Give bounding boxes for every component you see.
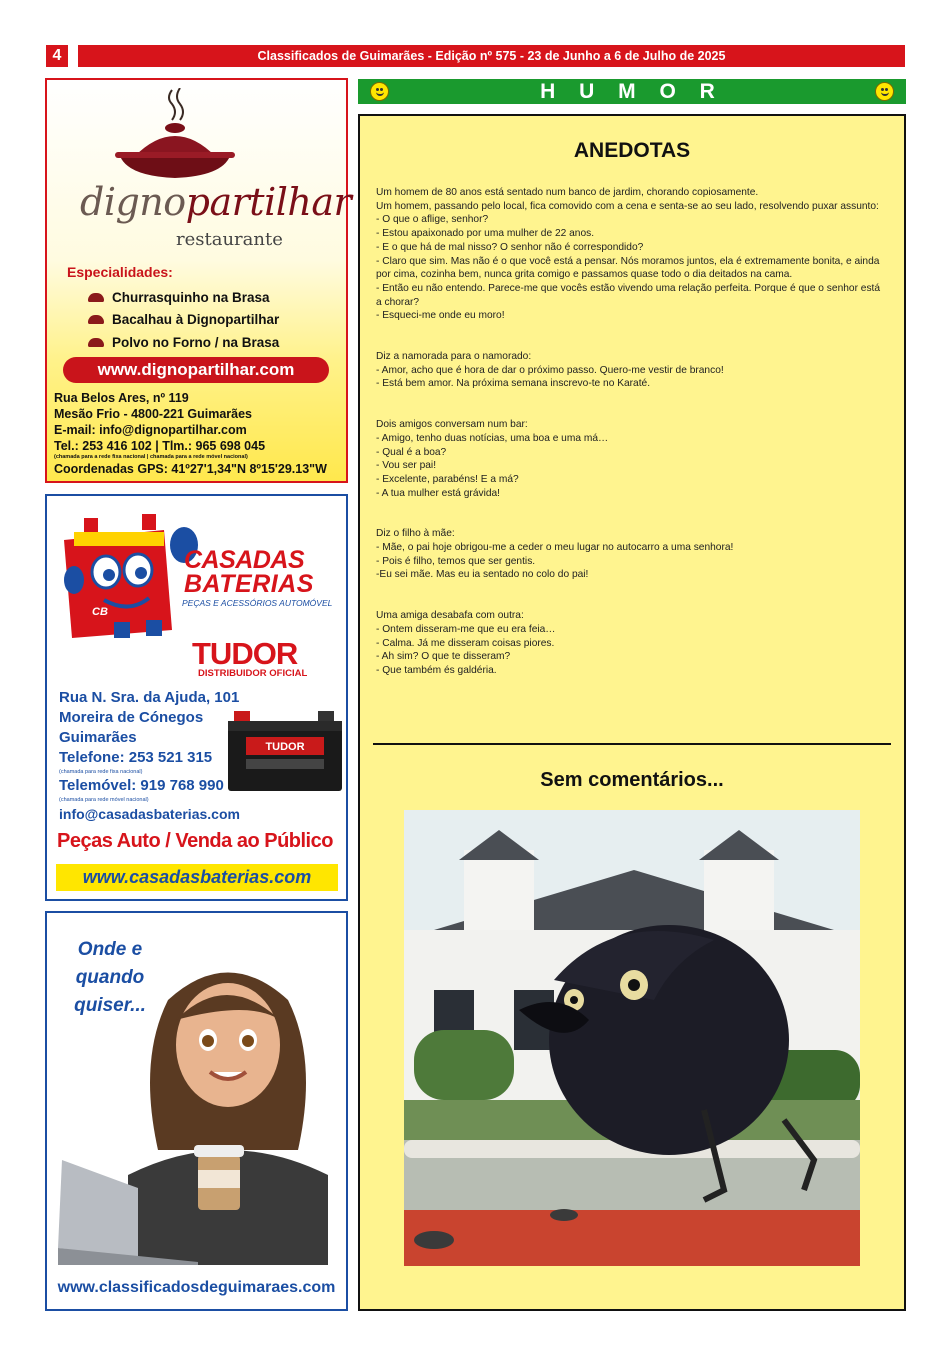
battery-image [226,707,344,792]
classificados-website-link[interactable]: www.classificadosdeguimaraes.com [57,1279,336,1296]
restaurant-contacts [54,390,327,477]
joke-line: - Pois é filho, temos que ser gentis. [376,555,536,567]
restaurant-pot-logo [80,88,270,188]
restaurant-name [80,180,351,224]
joke-line: - Esqueci-me onde eu moro! [376,310,505,322]
joke-line: Um homem, passando pelo local, fica comovido com a cena e senta-se ao seu lado, resolvendo puxar assunto: [376,200,879,212]
joke-line: - Amor, acho que é hora de dar o próximo passo. Quero-me vestir de branco! [376,364,724,376]
batteries-slogan: Peças Auto / Venda ao Público [57,830,333,852]
batteries-address-line1: Rua N. Sra. da Ajuda, 101 [59,689,240,706]
batteries-address-line3: Guimarães [59,729,137,746]
restaurant-name-part1: digno [80,180,186,224]
slogan-line1: Onde e [77,939,143,960]
slogan-line2: quando [75,967,145,988]
joke-line: Diz a namorada para o namorado: [376,351,532,363]
smiley-icon [875,82,894,101]
page-header-title: Classificados de Guimarães - Edição nº 575 - 23 de Junho a 6 de Julho de 2025 [78,45,905,67]
crow-house-photo [404,810,860,1266]
joke-line: - Estou apaixonado por uma mulher de 22 anos. [376,228,595,240]
joke-line: - Ontem disseram-me que eu era feia… [376,623,556,635]
classificados-slogan [66,936,154,1020]
batteries-logo-line1: CASADAS [184,546,305,574]
joke-line: Uma amiga desabafa com outra: [376,610,524,622]
joke [376,418,888,500]
specialty-item [88,309,279,332]
batteries-logo-tagline: PEÇAS E ACESSÓRIOS AUTOMÓVEL [182,598,333,608]
batteries-mobile: Telemóvel: 919 768 990 [59,777,224,794]
joke-line: Dois amigos conversam num bar: [376,419,528,431]
joke-line: Diz o filho à mãe: [376,528,455,540]
batteries-logo-badge: CB [92,606,108,618]
battery-label: TUDOR [265,741,305,753]
joke [376,527,888,582]
joke-line: - Então eu não entendo. Parece-me que vocês estão vivendo uma relação perfeita. Porque é que o senhor está a chorar? [376,282,881,308]
restaurant-phone: Tel.: 253 416 102 | Tlm.: 965 698 045 [54,439,266,453]
batteries-contacts [59,688,239,804]
page-number: 4 [46,45,68,67]
specialty-label: Polvo no Forno / na Brasa [112,334,280,350]
restaurant-name-part2: partilhar [185,180,352,224]
joke-line: - Mãe, o pai hoje obrigou-me a ceder o meu lugar no autocarro a uma senhora! [376,542,734,554]
joke [376,609,888,678]
joke-line: - Ah sim? O que te disseram? [376,651,511,663]
tudor-brand: TUDOR [192,636,298,671]
jokes-list [376,186,888,705]
batteries-logo-line2: BATERIAS [184,570,314,598]
restaurant-phone-note: (chamada para a rede fixa nacional | chamada para a rede móvel nacional) [54,454,248,460]
specialty-label: Bacalhau à Dignopartilhar [112,312,280,328]
joke-line: - Excelente, parabéns! E a má? [376,473,519,485]
joke-line: Um homem de 80 anos está sentado num banco de jardim, chorando copiosamente. [376,187,759,198]
joke-line: -Eu sei mãe. Mas eu ia sentado no colo do pai! [376,569,589,581]
photo-title: Sem comentários... [540,769,724,791]
joke-line: - Qual é a boa? [376,446,447,458]
humor-section-header [358,79,906,104]
humor-section-title: H U M O R [540,80,724,103]
joke-line: - Vou ser pai! [376,460,437,472]
restaurant-gps: Coordenadas GPS: 41º27'1,34"N 8º15'29.13"W [54,462,327,476]
joke-line: - Que também és galdéria. [376,664,497,676]
specialties-list [88,286,279,354]
joke [376,350,888,391]
joke-line: - Está bem amor. Na próxima semana inscrevo-te no Karaté. [376,378,651,390]
batteries-phone-note: (chamada para rede fixa nacional) [59,769,143,775]
specialty-item [88,286,279,309]
tudor-distributor: DISTRIBUIDOR OFICIAL [198,668,308,679]
anedotas-title: ANEDOTAS [573,139,691,162]
joke-line: - O que o aflige, senhor? [376,214,489,226]
batteries-email[interactable]: info@casadasbaterias.com [59,806,240,822]
joke-line: - Calma. Já me disseram coisas piores. [376,637,555,649]
batteries-address-line2: Moreira de Cónegos [59,709,204,726]
specialty-label: Churrasquinho na Brasa [112,289,270,305]
restaurant-address-line1: Rua Belos Ares, nº 119 [54,391,189,405]
joke-line: - Claro que sim. Mas não é o que você está a pensar. Nós moramos juntos, ela é extremamente bonita, e ainda por cima, cozinha bem, nunca grita comigo e passamos quase todo o dia deitados na cama. [376,255,880,281]
pot-bullet-icon [88,293,104,302]
joke-line: - E o que há de mal nisso? O senhor não é correspondido? [376,241,644,253]
joke-line: - A tua mulher está grávida! [376,487,501,499]
pot-bullet-icon [88,338,104,347]
batteries-phone: Telefone: 253 521 315 [59,749,213,766]
joke [376,186,888,323]
restaurant-email[interactable]: E-mail: info@dignopartilhar.com [54,423,247,437]
specialty-item [88,331,279,354]
joke-line: - Amigo, tenho duas notícias, uma boa e uma má… [376,432,609,444]
batteries-website-link[interactable]: www.casadasbaterias.com [56,864,338,891]
restaurant-website-link[interactable]: www.dignopartilhar.com [63,357,329,383]
specialties-title: Especialidades: [67,264,173,280]
restaurant-subtitle: restaurante [176,229,283,250]
section-divider [373,743,891,745]
pot-bullet-icon [88,315,104,324]
slogan-line3: quiser... [74,995,146,1016]
restaurant-address-line2: Mesão Frio - 4800-221 Guimarães [54,407,253,421]
batteries-mobile-note: (chamada para rede móvel nacional) [59,797,149,803]
smiley-icon [370,82,389,101]
